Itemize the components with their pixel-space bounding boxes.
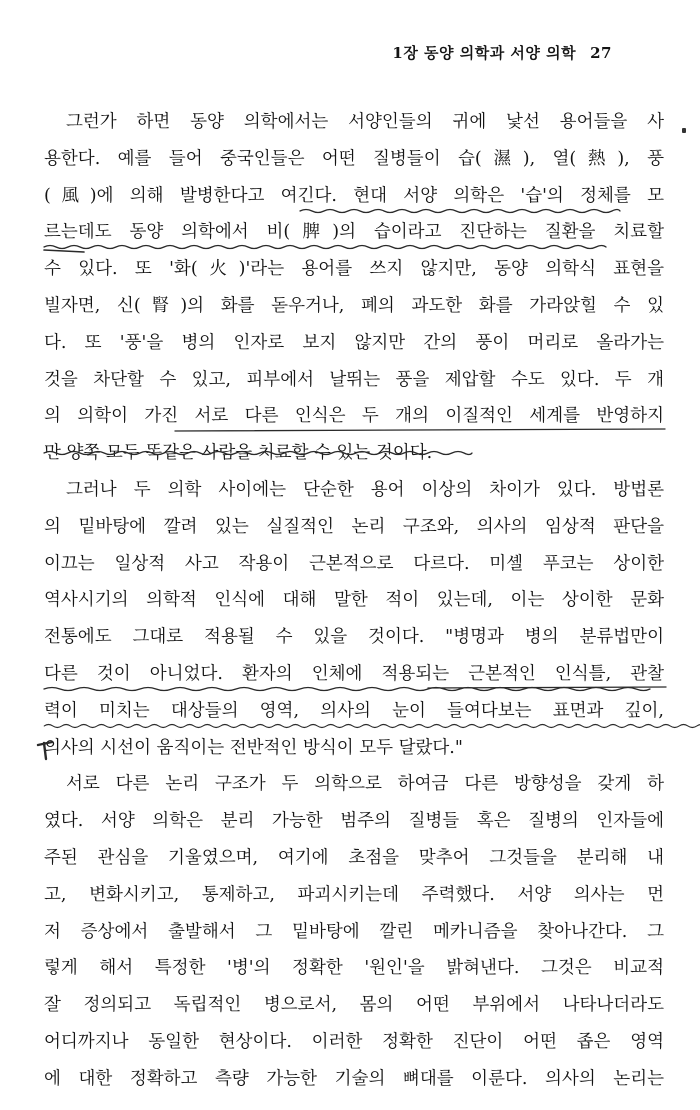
text-line: 렇게 해서 특정한 '병'의 정확한 '원인'을 밝혀낸다. 그것은 비교적 [44, 958, 664, 979]
text-line: 그러나 두 의학 사이에는 단순한 용어 이상의 차이가 있다. 방법론 [66, 479, 664, 500]
text-line: 고, 변화시키고, 통제하고, 파괴시키는데 주력했다. 서양 의사는 먼 [44, 884, 664, 905]
text-line: 서로 다른 논리 구조가 두 의학으로 하여금 다른 방향성을 갖게 하 [66, 774, 664, 795]
text-line: (風)에 의해 발병한다고 여긴다. 현대 서양 의학은 '습'의 정체를 모 [44, 185, 664, 206]
text-line: 용한다. 예를 들어 중국인들은 어떤 질병들이 습(濕), 열(熱), 풍 [44, 148, 664, 169]
text-line: 것을 차단할 수 있고, 피부에서 날뛰는 풍을 제압할 수도 있다. 두 개 [44, 369, 664, 390]
text-line: 르는데도 동양 의학에서 비(脾)의 습이라고 진단하는 질환을 치료할 [44, 222, 664, 243]
text-line: 에 대한 정확하고 측량 가능한 기술의 뼈대를 이룬다. 의사의 논리는 [44, 1068, 664, 1089]
text-line: 력이 미치는 대상들의 영역, 의사의 눈이 들여다보는 표면과 깊이, [44, 700, 664, 721]
chapter-title: 1장 동양 의학과 서양 의학 [392, 44, 577, 62]
text-line: 빌자면, 신(腎)의 화를 돋우거나, 폐의 과도한 화를 가라앉힐 수 있 [44, 295, 664, 316]
scan-speck [682, 128, 686, 133]
text-line: 다른 것이 아니었다. 환자의 인체에 적용되는 근본적인 인식틀, 관찰 [44, 663, 664, 684]
text-line: 어디까지나 동일한 현상이다. 이러한 정확한 진단이 어떤 좁은 영역 [44, 1031, 664, 1052]
text-line: 만 양쪽 모두 똑같은 사람을 치료할 수 있는 것이다. [44, 443, 433, 464]
text-line: 다. 또 '풍'을 병의 인자로 보지 않지만 간의 풍이 머리로 올라가는 [44, 332, 664, 353]
text-line: 수 있다. 또 '화(火)'라는 용어를 쓰지 않지만, 동양 의학식 표현을 [44, 259, 664, 280]
text-line: 의 밑바탕에 깔려 있는 실질적인 논리 구조와, 의사의 임상적 판단을 [44, 516, 664, 537]
text-line: 저 증상에서 출발해서 그 밑바탕에 깔린 메카니즘을 찾아나간다. 그 [44, 921, 664, 942]
text-line: 의 의학이 가진 서로 다른 인식은 두 개의 이질적인 세계를 반영하지 [44, 406, 664, 427]
text-line: 이끄는 일상적 사고 작용이 근본적으로 다르다. 미셸 푸코는 상이한 [44, 553, 664, 574]
text-line: 였다. 서양 의학은 분리 가능한 범주의 질병들 혹은 질병의 인자들에 [44, 811, 664, 832]
running-header [392, 42, 612, 63]
text-line: 그런가 하면 동양 의학에서는 서양인들의 귀에 낯선 용어들을 사 [66, 112, 664, 132]
text-line: 잘 정의되고 독립적인 병으로서, 몸의 어떤 부위에서 나타나더라도 [44, 995, 664, 1016]
text-line: 전통에도 그대로 적용될 수 있을 것이다. "병명과 병의 분류법만이 [44, 627, 664, 648]
text-line: 주된 관심을 기울였으며, 여기에 초점을 맞추어 그것들을 분리해 내 [44, 847, 664, 868]
text-line: 역사시기의 의학적 인식에 대해 말한 적이 있는데, 이는 상이한 문화 [44, 590, 664, 611]
page-number: 27 [590, 44, 612, 62]
text-line: 의사의 시선이 움직이는 전반적인 방식이 모두 달랐다." [44, 737, 463, 758]
body-text [44, 104, 664, 1098]
